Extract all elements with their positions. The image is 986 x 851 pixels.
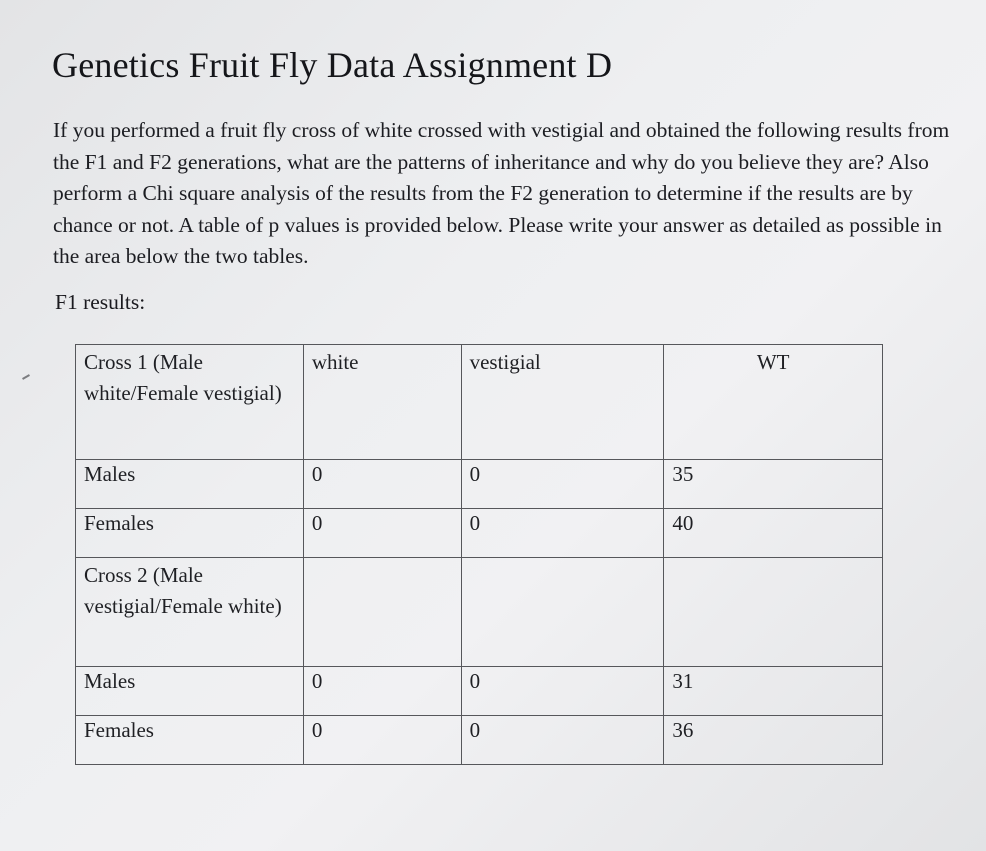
column-header-wt: WT [664,345,883,460]
table-row [76,460,883,509]
cross1-label-cell: Cross 1 (Male white/Female vestigial) [76,345,304,460]
vestigial-count-cell: 0 [461,667,664,716]
white-count-cell: 0 [303,716,461,765]
row-label-cell: Males [76,667,304,716]
cross2-label-cell: Cross 2 (Male vestigial/Female white) [76,558,304,667]
vestigial-count-cell: 0 [461,460,664,509]
white-count-cell: 0 [303,667,461,716]
column-header-vestigial: vestigial [461,345,664,460]
f1-results-table [75,344,883,765]
assignment-prompt: If you performed a fruit fly cross of white crossed with vestigial and obtained the following results from the F1 and F2 generations, what are the patterns of inheritance and why do you believe they are? Also perform a Chi square analysis of the results from the F2 generation to determine if the results are by chance or not. A table of p values is provided below. Please write your answer as detailed as possible in the area below the two tables. [53,118,950,268]
margin-mark [22,374,30,380]
empty-cell [664,558,883,667]
wt-count-cell: 35 [664,460,883,509]
wt-count-cell: 40 [664,509,883,558]
row-label-cell: Females [76,509,304,558]
f1-results-label: F1 results: [55,290,146,314]
wt-count-cell: 36 [664,716,883,765]
vestigial-count-cell: 0 [461,716,664,765]
wt-count-cell: 31 [664,667,883,716]
white-count-cell: 0 [303,509,461,558]
row-label-cell: Females [76,716,304,765]
column-header-white: white [303,345,461,460]
empty-cell [461,558,664,667]
table-row [76,716,883,765]
table-row [76,509,883,558]
table-row [76,558,883,667]
row-label-cell: Males [76,460,304,509]
table-header-row [76,345,883,460]
white-count-cell: 0 [303,460,461,509]
table-row [76,667,883,716]
page-title: Genetics Fruit Fly Data Assignment D [52,45,613,85]
empty-cell [303,558,461,667]
vestigial-count-cell: 0 [461,509,664,558]
